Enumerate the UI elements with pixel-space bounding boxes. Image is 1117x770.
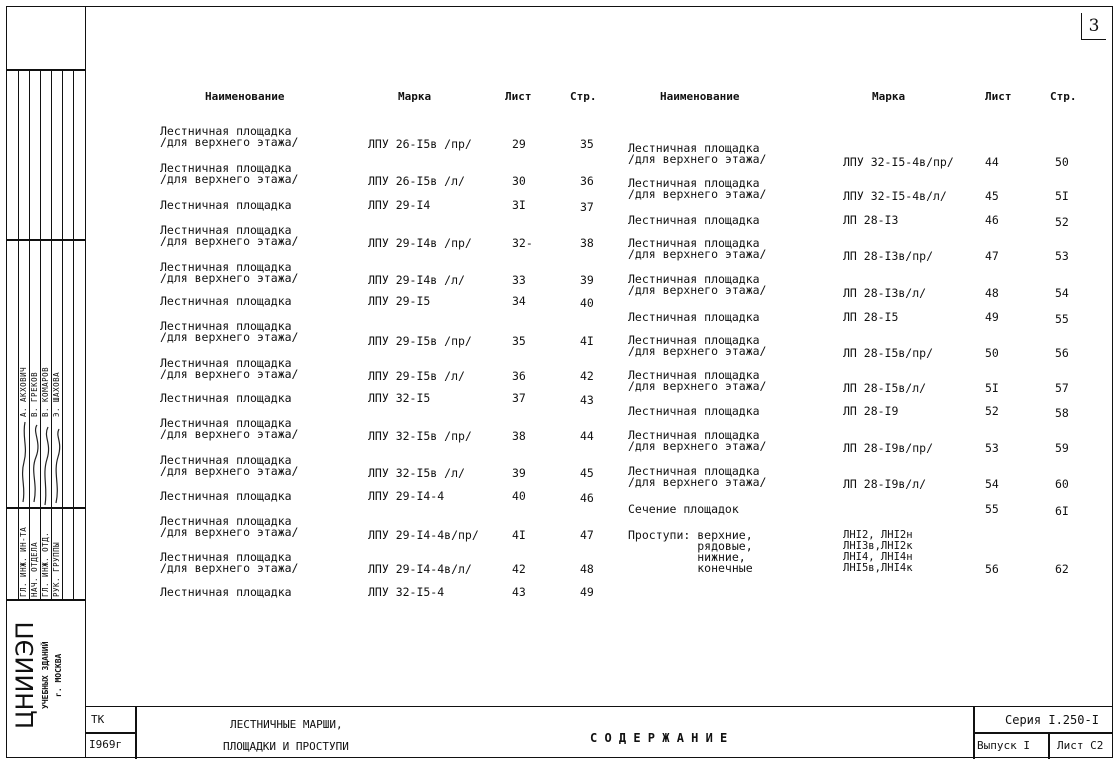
strip-column-line bbox=[73, 69, 74, 599]
row-sheet: 43 bbox=[512, 585, 526, 599]
row-sheet: 53 bbox=[985, 441, 999, 455]
row-mark: ЛПУ 26-I5в /пр/ bbox=[368, 137, 472, 151]
tb-series: Серия I.250-I bbox=[1005, 713, 1099, 727]
row-mark: ЛНI2, ЛНI2н ЛНI3в,ЛНI2к ЛНI4, ЛНI4н ЛНI5в,ЛНI4к bbox=[843, 529, 913, 574]
role-label: ГЛ. ИНЖ. ИН-ТА bbox=[19, 526, 28, 597]
row-page: 36 bbox=[580, 174, 594, 188]
row-sheet: 35 bbox=[512, 334, 526, 348]
row-name: Сечение площадок bbox=[628, 502, 739, 516]
tb-line bbox=[1048, 732, 1050, 759]
row-name: Лестничная площадка bbox=[628, 404, 760, 418]
name-label: А. АКХОВИЧ bbox=[19, 366, 28, 417]
role-label: РУК. ГРУППЫ bbox=[52, 541, 61, 597]
right-header-mark: Марка bbox=[872, 90, 906, 103]
row-page: 59 bbox=[1055, 441, 1069, 455]
row-sheet: 5I bbox=[985, 381, 999, 395]
row-page: 43 bbox=[580, 393, 594, 407]
row-sheet: 55 bbox=[985, 502, 999, 516]
row-mark: ЛП 28-I3в/л/ bbox=[843, 286, 927, 300]
row-page: 42 bbox=[580, 369, 594, 383]
org-name: ЦНИИЭП bbox=[11, 621, 39, 729]
row-mark: ЛП 28-I9в/пр/ bbox=[843, 441, 934, 455]
row-sheet: 4I bbox=[512, 528, 526, 542]
row-mark: ЛП 28-I9 bbox=[843, 404, 899, 418]
row-name: Лестничная площадка /для верхнего этажа/ bbox=[628, 333, 767, 358]
row-page: 6I bbox=[1055, 504, 1069, 518]
row-page: 45 bbox=[580, 466, 594, 480]
row-page: 44 bbox=[580, 429, 594, 443]
row-name: Лестничная площадка bbox=[160, 198, 292, 212]
row-sheet: 47 bbox=[985, 249, 999, 263]
row-sheet: 49 bbox=[985, 310, 999, 324]
row-mark: ЛП 28-I5 bbox=[843, 310, 899, 324]
row-name: Лестничная площадка bbox=[160, 294, 292, 308]
tb-section: С О Д Е Р Ж А Н И Е bbox=[590, 731, 728, 745]
row-name: Лестничная площадка /для верхнего этажа/ bbox=[160, 319, 299, 344]
tb-line bbox=[85, 732, 135, 734]
row-mark: ЛПУ 29-I4-4в/пр/ bbox=[368, 528, 479, 542]
row-mark: ЛПУ 29-I4в /л/ bbox=[368, 273, 465, 287]
name-label: В. КОМАРОВ bbox=[41, 366, 50, 417]
drawing-frame bbox=[85, 6, 1113, 758]
row-page: 37 bbox=[580, 200, 594, 214]
row-mark: ЛПУ 29-I4-4 bbox=[368, 489, 445, 503]
row-sheet: 50 bbox=[985, 346, 999, 360]
title-block bbox=[85, 706, 1113, 758]
row-page: 35 bbox=[580, 137, 594, 151]
left-header-mark: Марка bbox=[398, 90, 432, 103]
row-page: 47 bbox=[580, 528, 594, 542]
tb-issue: Выпуск I bbox=[977, 739, 1030, 752]
row-page: 50 bbox=[1055, 155, 1069, 169]
row-name: Лестничная площадка bbox=[160, 489, 292, 503]
row-page: 5I bbox=[1055, 189, 1069, 203]
row-page: 48 bbox=[580, 562, 594, 576]
row-page: 58 bbox=[1055, 406, 1069, 420]
row-sheet: 32- bbox=[512, 236, 533, 250]
row-page: 49 bbox=[580, 585, 594, 599]
row-sheet: 33 bbox=[512, 273, 526, 287]
row-name: Лестничная площадка /для верхнего этажа/ bbox=[160, 416, 299, 441]
left-header-name: Наименование bbox=[205, 90, 285, 103]
signatures bbox=[18, 417, 68, 507]
tb-line bbox=[135, 707, 137, 759]
row-sheet: 3I bbox=[512, 198, 526, 212]
tb-year: I969г bbox=[89, 738, 123, 751]
row-mark: ЛПУ 29-I4 bbox=[368, 198, 431, 212]
row-name: Лестничная площадка /для верхнего этажа/ bbox=[628, 236, 767, 261]
row-sheet: 39 bbox=[512, 466, 526, 480]
row-page: 53 bbox=[1055, 249, 1069, 263]
row-page: 52 bbox=[1055, 215, 1069, 229]
row-sheet: 52 bbox=[985, 404, 999, 418]
row-name: Лестничная площадка bbox=[160, 391, 292, 405]
row-page: 4I bbox=[580, 334, 594, 348]
row-page: 40 bbox=[580, 296, 594, 310]
row-mark: ЛПУ 29-I5в /л/ bbox=[368, 369, 465, 383]
row-name: Лестничная площадка /для верхнего этажа/ bbox=[628, 464, 767, 489]
left-header-sheet: Лист bbox=[505, 90, 532, 103]
row-mark: ЛП 28-I5в/пр/ bbox=[843, 346, 934, 360]
row-name: Лестничная площадка /для верхнего этажа/ bbox=[628, 368, 767, 393]
row-mark: ЛП 28-I5в/л/ bbox=[843, 381, 927, 395]
row-page: 39 bbox=[580, 273, 594, 287]
row-mark: ЛПУ 32-I5в /пр/ bbox=[368, 429, 472, 443]
right-header-sheet: Лист bbox=[985, 90, 1012, 103]
row-page: 60 bbox=[1055, 477, 1069, 491]
row-mark: ЛПУ 29-I4-4в/л/ bbox=[368, 562, 472, 576]
row-sheet: 48 bbox=[985, 286, 999, 300]
left-header-page: Стр. bbox=[570, 90, 597, 103]
row-mark: ЛПУ 32-I5в /л/ bbox=[368, 466, 465, 480]
row-mark: ЛПУ 32-I5-4в/л/ bbox=[843, 189, 947, 203]
row-sheet: 42 bbox=[512, 562, 526, 576]
row-mark: ЛП 28-I3 bbox=[843, 213, 899, 227]
name-label: Э. ШАХОВА bbox=[52, 371, 61, 417]
row-name: Лестничная площадка /для верхнего этажа/ bbox=[160, 356, 299, 381]
row-mark: ЛПУ 32-I5-4 bbox=[368, 585, 445, 599]
row-sheet: 37 bbox=[512, 391, 526, 405]
row-mark: ЛПУ 32-I5 bbox=[368, 391, 431, 405]
row-name: Лестничная площадка /для верхнего этажа/ bbox=[160, 453, 299, 478]
row-name: Лестничная площадка /для верхнего этажа/ bbox=[628, 428, 767, 453]
row-page: 57 bbox=[1055, 381, 1069, 395]
row-name: Лестничная площадка /для верхнего этажа/ bbox=[628, 272, 767, 297]
row-mark: ЛП 28-I3в/пр/ bbox=[843, 249, 934, 263]
row-sheet: 38 bbox=[512, 429, 526, 443]
right-header-page: Стр. bbox=[1050, 90, 1077, 103]
org-city: г. МОСКВА bbox=[54, 653, 63, 697]
row-name: Лестничная площадка /для верхнего этажа/ bbox=[160, 550, 299, 575]
row-page: 38 bbox=[580, 236, 594, 250]
tb-title-line2: ПЛОЩАДКИ И ПРОСТУПИ bbox=[223, 740, 349, 753]
row-name: Лестничная площадка /для верхнего этажа/ bbox=[628, 176, 767, 201]
row-mark: ЛП 28-I9в/л/ bbox=[843, 477, 927, 491]
row-sheet: 40 bbox=[512, 489, 526, 503]
row-sheet: 34 bbox=[512, 294, 526, 308]
org-subtitle: УЧЕБНЫХ ЗДАНИЙ bbox=[41, 641, 50, 709]
row-mark: ЛПУ 32-I5-4в/пр/ bbox=[843, 155, 954, 169]
right-header-name: Наименование bbox=[660, 90, 740, 103]
page-number: 3 bbox=[1081, 13, 1106, 40]
row-name: Лестничная площадка bbox=[160, 585, 292, 599]
row-page: 55 bbox=[1055, 312, 1069, 326]
row-name: Лестничная площадка /для верхнего этажа/ bbox=[160, 223, 299, 248]
row-sheet: 44 bbox=[985, 155, 999, 169]
row-sheet: 54 bbox=[985, 477, 999, 491]
row-page: 54 bbox=[1055, 286, 1069, 300]
row-page: 56 bbox=[1055, 346, 1069, 360]
row-sheet: 56 bbox=[985, 562, 999, 576]
tb-line bbox=[973, 732, 1113, 734]
row-sheet: 30 bbox=[512, 174, 526, 188]
row-name: Лестничная площадка /для верхнего этажа/ bbox=[628, 141, 767, 166]
row-name: Лестничная площадка /для верхнего этажа/ bbox=[160, 161, 299, 186]
row-page: 46 bbox=[580, 491, 594, 505]
role-label: ГЛ. ИНЖ. ОТД. bbox=[41, 531, 50, 597]
row-sheet: 36 bbox=[512, 369, 526, 383]
tb-code: ТК bbox=[91, 713, 105, 726]
name-label: В. ГРЕКОВ bbox=[30, 371, 39, 417]
row-mark: ЛПУ 29-I5в /пр/ bbox=[368, 334, 472, 348]
row-sheet: 46 bbox=[985, 213, 999, 227]
strip-divider bbox=[7, 599, 86, 601]
row-page: 62 bbox=[1055, 562, 1069, 576]
row-name: Лестничная площадка bbox=[628, 213, 760, 227]
left-stamp-strip bbox=[6, 6, 85, 758]
row-sheet: 45 bbox=[985, 189, 999, 203]
tb-title-line1: ЛЕСТНИЧНЫЕ МАРШИ, bbox=[230, 718, 343, 731]
tb-sheet: Лист С2 bbox=[1057, 739, 1104, 752]
row-mark: ЛПУ 29-I4в /пр/ bbox=[368, 236, 472, 250]
row-name: Лестничная площадка /для верхнего этажа/ bbox=[160, 514, 299, 539]
strip-column-line bbox=[62, 69, 63, 599]
row-name: Лестничная площадка /для верхнего этажа/ bbox=[160, 260, 299, 285]
row-sheet: 29 bbox=[512, 137, 526, 151]
row-name: Проступи: верхние, рядовые, нижние, конечные bbox=[628, 528, 753, 575]
row-name: Лестничная площадка /для верхнего этажа/ bbox=[160, 124, 299, 149]
row-name: Лестничная площадка bbox=[628, 310, 760, 324]
role-label: НАЧ. ОТДЕЛА bbox=[30, 541, 39, 597]
row-mark: ЛПУ 26-I5в /л/ bbox=[368, 174, 465, 188]
row-mark: ЛПУ 29-I5 bbox=[368, 294, 431, 308]
